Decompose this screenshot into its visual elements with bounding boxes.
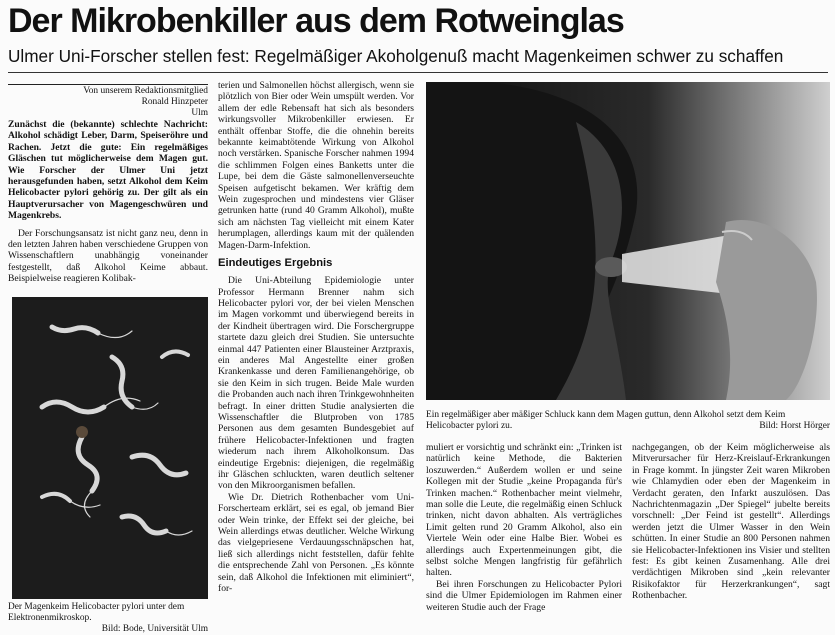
byline-author: Ronald Hinzpeter	[141, 97, 208, 107]
paragraph: terien und Salmonellen höchst allergisch, wenn sie plötzlich von Bier oder Wein umspült werden. Vor allem der edle Rebensaft hat sich als besonders wirkungsvoller Mikrobenkiller erwiesen. Er enthält offenbar Stoffe, die die ohnehin bereits bekannte keimabtötende Wirkung von Alkohol noch verstärken. Spanische Forscher nahmen 1994 die schlimmen Folgen eines Banketts unter die Lupe, bei dem die Gäste salmonellenverseuchte Speisen aufgetischt bekamen. Wer kräftig dem Wein zugesprochen und mindestens vier Gläser getrunken hatte (rund 40 Gramm Alkohol), mußte sich am nächsten Tag vielleicht mit einem Kater herumplagen, allerdings kaum mit der quälenden Magen-Darm-Infektion.	[218, 80, 414, 251]
section-heading: Eindeutiges Ergebnis	[218, 257, 333, 270]
paragraph: Wie Dr. Dietrich Rothenbacher vom Uni-Forscherteam erklärt, sei es egal, ob jemand Bier oder Wein trinke, der Effekt sei der gleiche, bei Wein allerdings etwas deutlicher. Welche Wirkung das vielgepriesene Verdauungsschnäpschen hat, ließ sich allerdings nicht feststellen, dafür fehlte die entsprechende Zahl von Personen. „Es könnte sein, daß Alkohol die Infektionen mit eliminiert“, for-	[218, 491, 414, 595]
paragraph: Der Forschungsansatz ist nicht ganz neu, denn in den letzten Jahren haben verschiedene Gruppen von Wissenschaftlern unabhängig voneinander festgestellt, daß Alkohol Keime abbaut. Beispielweise reagieren Kolibak-	[8, 227, 208, 285]
paragraph: muliert er vorsichtig und schränkt ein: „Trinken ist natürlich keine Methode, die Bakterien loszuwerden.“ Außerdem wollen er und seine Kollegen mit der Studie „keine Propaganda für's Trinken machen.“ Rothenbacher meint vielmehr, man solle die Leute, die regelmäßig einen Schluck trinken, nicht davon abhalten. Als verträgliches Limit gelten rund 20 Gramm Alkohol, also ein Viertele Wein oder eine Halbe Bier. Wobei es allerdings auch Expertenmeinungen gibt, die selbst solche Mengen langfristig für gefährlich halten.	[426, 442, 622, 579]
drinking-photo	[426, 82, 830, 400]
paragraph: nachgegangen, ob der Keim möglicherweise als Mitverursacher für Herz-Kreislauf-Erkrankungen in Frage kommt. In jüngster Zeit waren Mikroben wie Chlamydien oder eben der Magenkeim in Verdacht geraten, den Infarkt auszulösen. Das Nachrichtenmagazin „Der Spiegel“ jubelte bereits vorschnell: „Der Feind ist gestellt“. Allerdings werden jetzt die Ulmer Wasser in den Wein schütten. In einer Studie an 800 Personen nahmen sie Helicobacter-Infektionen ins Visier und stellten fest: Es gibt keinen Zusamenhang. Alle drei verdächtigen Mikroben sind „kein relevanter Risikofaktor für Herzerkrankungen“, sagt Rothenbacher.	[632, 442, 830, 602]
column-2	[218, 80, 414, 594]
column-4	[632, 442, 830, 602]
left-photo-caption	[8, 602, 208, 624]
left-caption-text: Der Magenkeim Helicobacter pylori unter dem Elektronenmikroskop.	[8, 602, 185, 623]
byline-intro: Von unserem Redaktionsmitglied	[8, 84, 208, 97]
headline: Der Mikrobenkiller aus dem Rotweinglas	[8, 2, 624, 40]
paragraph: Die Uni-Abteilung Epidemiologie unter Professor Hermann Brenner nahm sich Helicobacter pylori vor, der bei vielen Menschen im Magen vorkommt und überwiegend bereits in der Kindheit übertragen wird. Die Forschergruppe startete dazu gleich drei Studien. Sie untersuchte einmal 447 Patienten einer Blausteiner Arztpraxis, ein anderes Mal Angestellte einer großen Krankenkasse und deren Familienangehörige, ob sie den Keim in sich trugen. Beide Male wurden die Probanden auch nach ihren Trinkgewohnheiten befragt. In einer dritten Studie analysierten die Wissenschaftler die Blutproben von 1785 Personen aus dem gesamten Bundesgebiet auf frühere Helicobacter-Infektionen und fragten wiederum nach ihrem Alkoholkonsum. Das eindeutige Ergebnis: diejenigen, die regelmäßig ihr Gläschen schluckten, waren deutlich seltener von den Mikroorganismen befallen.	[218, 275, 414, 492]
column-1	[8, 84, 208, 285]
right-photo-caption: Ein regelmäßiger aber mäßiger Schluck kann dem Magen guttun, denn Alkohol setzt dem Keim Helicobacter pylori zu.	[426, 410, 786, 431]
lead-paragraph: Zunächst die (bekannte) schlechte Nachricht: Alkohol schädigt Leber, Darm, Speiseröhre und Rachen. Jetzt die gute: Ein regelmäßiges Gläschen tut möglicherweise dem Magen gut. Wie Forscher der Ulmer Uni jetzt herausgefunden haben, setzt Alkohol dem Keim Helicobacter pylori gehörig zu. Der gilt als ein Hauptverursacher von Magengeschwüren und Magenkrebs.	[8, 119, 208, 222]
subheadline: Ulmer Uni-Forscher stellen fest: Regelmäßiger Akoholgenuß macht Magenkeimen schwer zu schaffen	[8, 46, 784, 66]
subheadline-rule	[8, 72, 828, 73]
right-photo-credit: Bild: Horst Hörger	[759, 421, 830, 431]
byline-place: Ulm	[191, 108, 208, 118]
helicobacter-illustration	[12, 297, 208, 599]
bacteria-photo	[12, 297, 208, 599]
column-3	[426, 442, 622, 613]
paragraph: Bei ihren Forschungen zu Helicobacter Pylori sind die Ulmer Epidemiologen im Rahmen einer weiteren Studie auch der Frage	[426, 578, 622, 613]
byline	[8, 84, 208, 119]
drinking-illustration	[426, 82, 830, 400]
left-photo-credit: Bild: Bode, Universität Ulm	[101, 624, 208, 634]
